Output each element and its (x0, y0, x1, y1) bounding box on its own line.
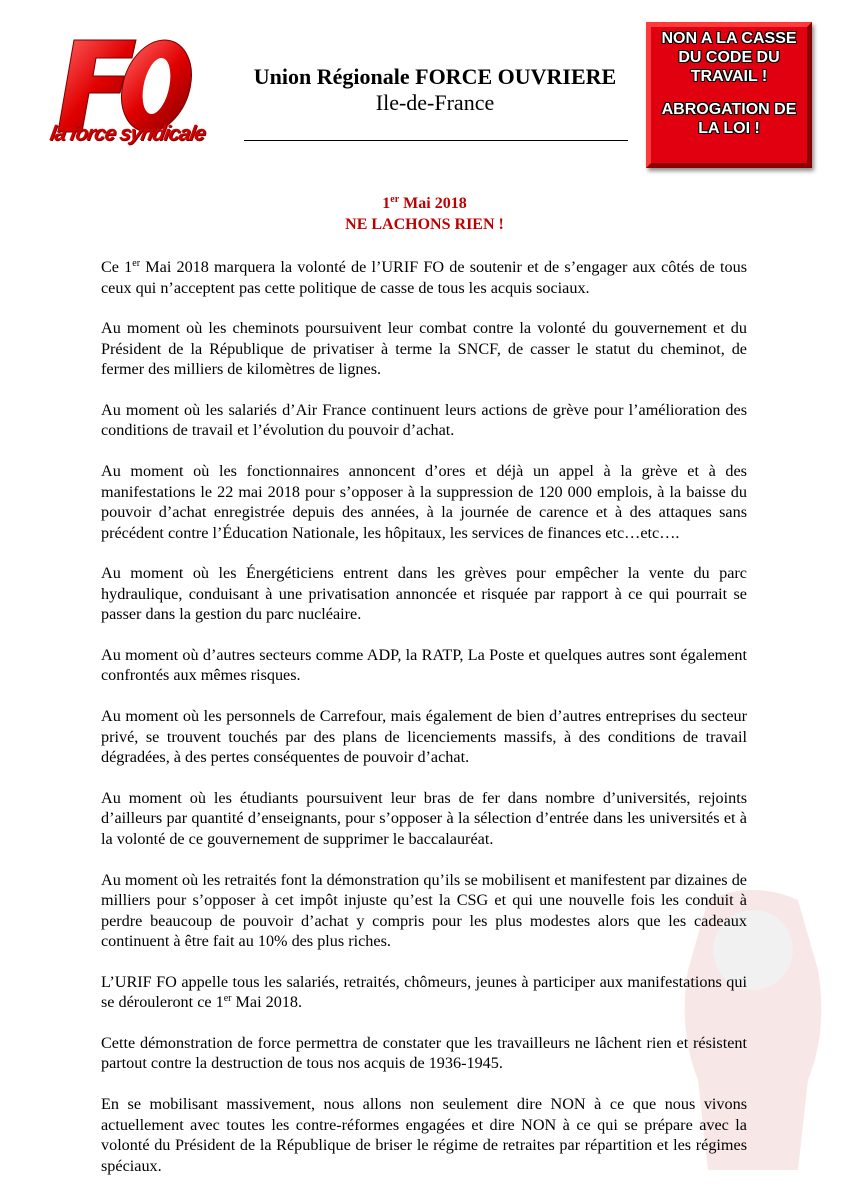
paragraph-1-end: Mai 2018 marquera la volonté de l’URIF FO de soutenir et de s’engager aux côtés de tous ceux qui n’acceptent pas cette politique de casse de tous les acquis sociaux. (101, 258, 747, 297)
paragraph-3: Au moment où les salariés d’Air France continuent leurs actions de grève pour l’amélioration des conditions de travail et l’évolution du pouvoir d’achat. (101, 400, 747, 440)
title-date-suffix: er (390, 194, 400, 205)
paragraph-10-end: Mai 2018. (231, 993, 303, 1012)
organisation-name: Union Régionale FORCE OUVRIERE (253, 64, 617, 89)
title-date-rest: Mai 2018 (399, 195, 467, 212)
paragraph-1 (101, 257, 747, 298)
paragraph-5: Au moment où les Énergéticiens entrent dans les grèves pour empêcher la vente du parc hydraulique, conduisant à une privatisation annoncée et risquée par rapport à ce qui pourrait se passer dans la gestion du parc nucléaire. (101, 564, 747, 624)
fo-logo (44, 32, 224, 162)
paragraph-1-start: Ce 1 (101, 258, 133, 276)
organisation-header (240, 64, 630, 116)
paragraph-1-superscript: er (132, 258, 141, 269)
paragraph-6: Au moment où d’autres secteurs comme ADP, la RATP, La Poste et quelques autres sont également confrontés aux mêmes risques. (101, 645, 747, 685)
paragraph-2: Au moment où les cheminots poursuivent leur combat contre la volonté du gouvernement et du Président de la République de privatiser à terme la SNCF, de casser le statut du cheminot, de fermer des milliers de kilomètres de lignes. (101, 319, 747, 379)
paragraph-7: Au moment où les personnels de Carrefour, mais également de bien d’autres entreprises du secteur privé, se trouvent touchés par des plans de licenciements massifs, à des conditions de travail dégradées, à des pertes conséquentes de pouvoir d’achat. (101, 707, 747, 767)
document-title (0, 193, 849, 235)
document-body (101, 257, 747, 1196)
paragraph-10-start: L’URIF FO appelle tous les salariés, retraités, chômeurs, jeunes à participer aux manifestations qui se dérouleront ce 1 (101, 972, 747, 1012)
paragraph-8: Au moment où les étudiants poursuivent leur bras de fer dans nombre d’universités, rejoints d’ailleurs par quantité d’enseignants, pour s’opposer à la sélection d’entrée dans les universités et à la volonté de ce gouvernement de supprimer le baccalauréat. (101, 788, 747, 848)
slogan-badge (646, 22, 812, 168)
organisation-region: Ile-de-France (375, 90, 495, 115)
badge-line-2: ABROGATION DE LA LOI ! (661, 101, 797, 137)
paragraph-10 (101, 972, 747, 1013)
header-divider (244, 140, 628, 141)
paragraph-10-superscript: er (223, 993, 232, 1005)
paragraph-11: Cette démonstration de force permettra de constater que les travailleurs ne lâchent rien et résistent partout contre la destruction de tous nos acquis de 1936-1945. (101, 1033, 747, 1073)
paragraph-9: Au moment où les retraités font la démonstration qu’ils se mobilisent et manifestent par dizaines de milliers pour s’opposer à cet impôt injuste qu’est la CSG et qui une nouvelle fois les conduit à perdre beaucoup de pouvoir d’achat y compris pour les plus modestes alors que les cadeaux continuent à être fait au 10% des plus riches. (101, 870, 747, 950)
title-slogan: NE LACHONS RIEN ! (345, 216, 504, 233)
title-date-number: 1 (382, 195, 391, 212)
logo-tagline: la force syndicale (48, 122, 207, 145)
paragraph-12: En se mobilisant massivement, nous allons non seulement dire NON à ce que nous vivons actuellement avec toutes les contre-réformes engagées et dire NON à ce qui se prépare avec la volonté du Président de la République de briser le régime de retraites par répartition et les régimes spéciaux. (101, 1095, 747, 1175)
paragraph-4: Au moment où les fonctionnaires annoncent d’ores et déjà un appel à la grève et à des manifestations le 22 mai 2018 pour s’opposer à la suppression de 120 000 emplois, à la baisse du pouvoir d’achat enregistrée depuis des années, à la journée de carence et à des attaques sans précédent contre l’Éducation Nationale, les hôpitaux, les services de finances etc…etc…. (101, 462, 747, 542)
title-date (0, 193, 849, 214)
badge-line-1: NON A LA CASSE DU CODE DU TRAVAIL ! (661, 30, 797, 85)
